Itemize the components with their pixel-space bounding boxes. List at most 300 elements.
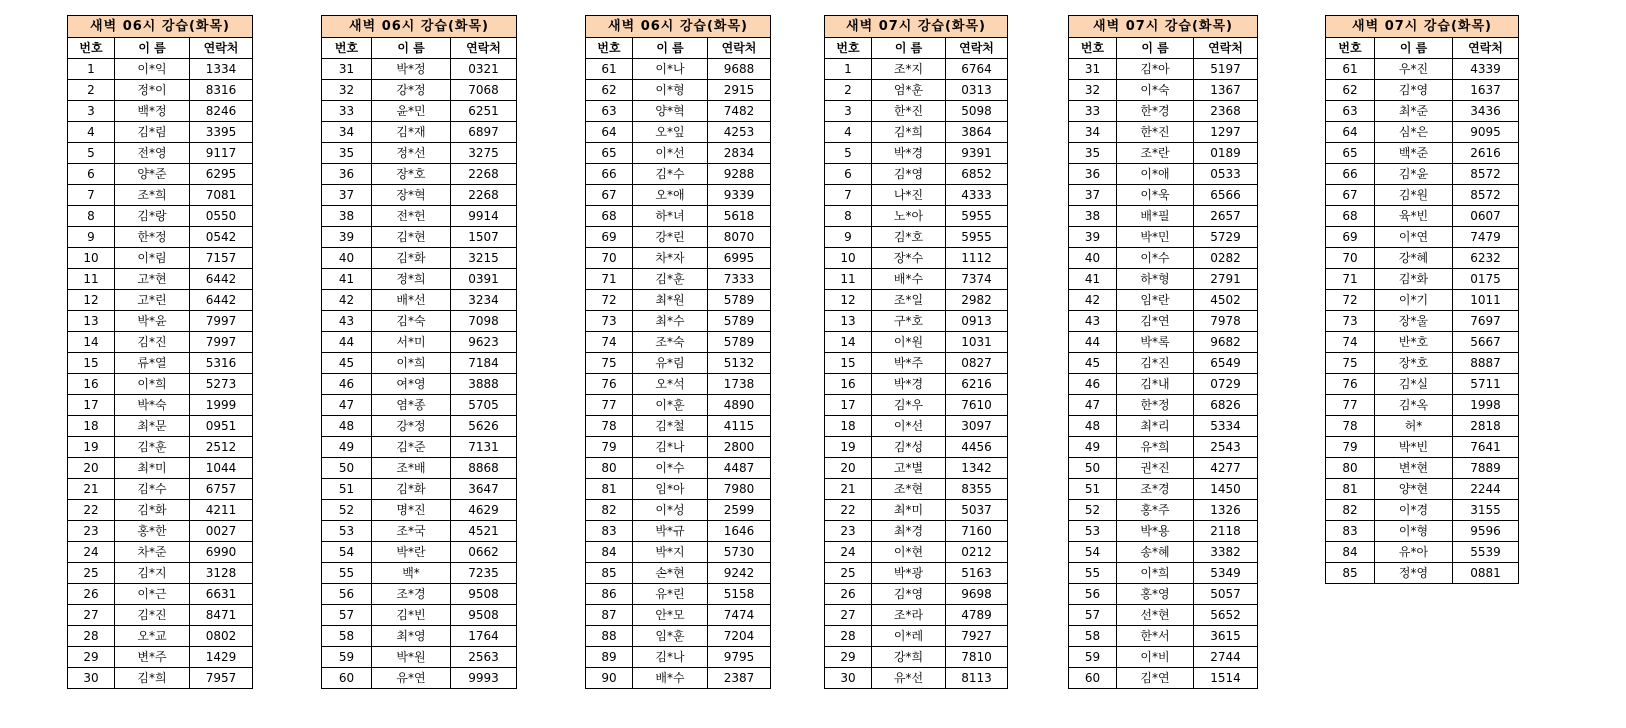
cell-name: 이*훈 <box>633 395 708 416</box>
cell-name: 명*진 <box>372 500 451 521</box>
header-number: 번호 <box>1326 38 1375 59</box>
cell-number: 84 <box>586 542 633 563</box>
table-row <box>825 458 1008 479</box>
cell-name: 배*선 <box>372 290 451 311</box>
table-row <box>68 584 253 605</box>
table-row <box>586 59 771 80</box>
table-row <box>322 143 517 164</box>
cell-number: 40 <box>1069 248 1117 269</box>
cell-name: 조*라 <box>872 605 946 626</box>
cell-number: 13 <box>825 311 872 332</box>
cell-name: 한*정 <box>1117 395 1194 416</box>
cell-number: 58 <box>1069 626 1117 647</box>
roster-table-2 <box>321 15 517 689</box>
cell-number: 74 <box>1326 332 1375 353</box>
cell-number: 31 <box>322 59 372 80</box>
table-row <box>825 185 1008 206</box>
cell-name: 한*진 <box>872 101 946 122</box>
cell-name: 김*아 <box>1117 59 1194 80</box>
table-row <box>825 626 1008 647</box>
cell-number: 5 <box>68 143 115 164</box>
cell-phone: 4502 <box>1194 290 1258 311</box>
table-row <box>586 416 771 437</box>
cell-phone: 2834 <box>708 143 771 164</box>
cell-phone: 7980 <box>708 479 771 500</box>
cell-name: 하*녀 <box>633 206 708 227</box>
cell-number: 37 <box>322 185 372 206</box>
table-title: 새벽 06시 강습(화목) <box>68 16 253 38</box>
cell-phone: 9682 <box>1194 332 1258 353</box>
cell-name: 권*진 <box>1117 458 1194 479</box>
cell-phone: 2599 <box>708 500 771 521</box>
cell-name: 최*미 <box>872 500 946 521</box>
table-row <box>1326 353 1519 374</box>
cell-phone: 5163 <box>946 563 1008 584</box>
cell-phone: 5334 <box>1194 416 1258 437</box>
cell-phone: 5711 <box>1453 374 1519 395</box>
cell-name: 김*수 <box>115 479 190 500</box>
cell-phone: 7131 <box>451 437 517 458</box>
cell-phone: 6764 <box>946 59 1008 80</box>
cell-name: 김*나 <box>633 437 708 458</box>
cell-phone: 1507 <box>451 227 517 248</box>
cell-name: 오*교 <box>115 626 190 647</box>
cell-name: 선*현 <box>1117 605 1194 626</box>
cell-name: 이*연 <box>1375 227 1453 248</box>
table-row <box>825 416 1008 437</box>
cell-phone: 2616 <box>1453 143 1519 164</box>
cell-number: 42 <box>1069 290 1117 311</box>
cell-number: 41 <box>322 269 372 290</box>
table-row <box>68 185 253 206</box>
table-row <box>322 605 517 626</box>
cell-number: 21 <box>825 479 872 500</box>
cell-phone: 7204 <box>708 626 771 647</box>
table-row <box>825 332 1008 353</box>
cell-phone: 6826 <box>1194 395 1258 416</box>
cell-number: 10 <box>825 248 872 269</box>
cell-name: 최*리 <box>1117 416 1194 437</box>
table-row <box>322 437 517 458</box>
cell-name: 김*진 <box>115 605 190 626</box>
cell-name: 김*진 <box>1117 353 1194 374</box>
cell-name: 이*림 <box>115 248 190 269</box>
table-row <box>1069 668 1258 689</box>
cell-number: 19 <box>825 437 872 458</box>
cell-phone: 5789 <box>708 311 771 332</box>
cell-number: 7 <box>825 185 872 206</box>
cell-number: 25 <box>68 563 115 584</box>
cell-number: 55 <box>322 563 372 584</box>
cell-phone: 8113 <box>946 668 1008 689</box>
cell-name: 유*림 <box>633 353 708 374</box>
table-row <box>825 227 1008 248</box>
cell-number: 7 <box>68 185 115 206</box>
cell-name: 김*옥 <box>1375 395 1453 416</box>
cell-number: 48 <box>322 416 372 437</box>
cell-phone: 8572 <box>1453 185 1519 206</box>
table-row <box>322 626 517 647</box>
table-row <box>825 563 1008 584</box>
cell-phone: 7184 <box>451 353 517 374</box>
cell-number: 17 <box>825 395 872 416</box>
table-row <box>586 542 771 563</box>
cell-number: 71 <box>586 269 633 290</box>
cell-phone: 5955 <box>946 206 1008 227</box>
cell-name: 홍*주 <box>1117 500 1194 521</box>
table-row <box>322 458 517 479</box>
cell-phone: 4456 <box>946 437 1008 458</box>
header-name: 이 름 <box>633 38 708 59</box>
cell-name: 정*영 <box>1375 563 1453 584</box>
cell-phone: 0550 <box>190 206 253 227</box>
cell-name: 김*내 <box>1117 374 1194 395</box>
table-row <box>825 206 1008 227</box>
cell-number: 66 <box>586 164 633 185</box>
table-row <box>825 542 1008 563</box>
cell-name: 박*윤 <box>115 311 190 332</box>
cell-number: 14 <box>68 332 115 353</box>
cell-name: 임*훈 <box>633 626 708 647</box>
table-row <box>1326 542 1519 563</box>
table-row <box>1069 416 1258 437</box>
cell-name: 양*혁 <box>633 101 708 122</box>
table-row <box>68 164 253 185</box>
cell-phone: 1367 <box>1194 80 1258 101</box>
cell-number: 45 <box>1069 353 1117 374</box>
table-row <box>322 122 517 143</box>
cell-number: 64 <box>1326 122 1375 143</box>
cell-phone: 3864 <box>946 122 1008 143</box>
table-row <box>68 542 253 563</box>
cell-number: 65 <box>586 143 633 164</box>
cell-phone: 7641 <box>1453 437 1519 458</box>
cell-number: 67 <box>1326 185 1375 206</box>
cell-phone: 3615 <box>1194 626 1258 647</box>
cell-phone: 2118 <box>1194 521 1258 542</box>
cell-phone: 7333 <box>708 269 771 290</box>
cell-number: 74 <box>586 332 633 353</box>
cell-phone: 7957 <box>190 668 253 689</box>
table-row <box>1326 500 1519 521</box>
table-row <box>322 269 517 290</box>
table-row <box>68 311 253 332</box>
table-row <box>322 164 517 185</box>
cell-number: 79 <box>1326 437 1375 458</box>
cell-name: 박*주 <box>872 353 946 374</box>
cell-name: 이*형 <box>633 80 708 101</box>
table-row <box>322 185 517 206</box>
cell-phone: 6897 <box>451 122 517 143</box>
table-row <box>68 122 253 143</box>
table-row <box>322 542 517 563</box>
cell-name: 홍*한 <box>115 521 190 542</box>
cell-number: 63 <box>1326 101 1375 122</box>
table-row <box>586 521 771 542</box>
table-row <box>322 101 517 122</box>
cell-number: 47 <box>322 395 372 416</box>
cell-phone: 0189 <box>1194 143 1258 164</box>
table-title: 새벽 07시 강습(화목) <box>1069 16 1258 38</box>
table-row <box>825 521 1008 542</box>
cell-number: 36 <box>322 164 372 185</box>
cell-phone: 9508 <box>451 584 517 605</box>
cell-number: 33 <box>1069 101 1117 122</box>
cell-name: 정*이 <box>115 80 190 101</box>
table-row <box>586 164 771 185</box>
table-row <box>586 668 771 689</box>
cell-phone: 8316 <box>190 80 253 101</box>
cell-phone: 2744 <box>1194 647 1258 668</box>
cell-name: 양*현 <box>1375 479 1453 500</box>
table-row <box>1069 500 1258 521</box>
cell-name: 송*혜 <box>1117 542 1194 563</box>
table-row <box>1069 437 1258 458</box>
cell-phone: 0321 <box>451 59 517 80</box>
cell-number: 2 <box>825 80 872 101</box>
cell-number: 23 <box>825 521 872 542</box>
cell-phone: 9795 <box>708 647 771 668</box>
cell-name: 이*애 <box>1117 164 1194 185</box>
cell-name: 이*수 <box>1117 248 1194 269</box>
table-row <box>825 80 1008 101</box>
cell-number: 68 <box>1326 206 1375 227</box>
cell-phone: 6757 <box>190 479 253 500</box>
cell-name: 김*희 <box>872 122 946 143</box>
cell-number: 60 <box>322 668 372 689</box>
table-row <box>1326 479 1519 500</box>
cell-phone: 1637 <box>1453 80 1519 101</box>
cell-name: 이*성 <box>633 500 708 521</box>
cell-number: 26 <box>825 584 872 605</box>
header-name: 이 름 <box>872 38 946 59</box>
table-row <box>1326 185 1519 206</box>
cell-number: 38 <box>1069 206 1117 227</box>
table-row <box>825 374 1008 395</box>
table-row <box>586 437 771 458</box>
table-row <box>586 332 771 353</box>
cell-name: 류*열 <box>115 353 190 374</box>
cell-name: 우*진 <box>1375 59 1453 80</box>
cell-name: 최*준 <box>1375 101 1453 122</box>
cell-phone: 1429 <box>190 647 253 668</box>
table-row <box>1326 248 1519 269</box>
cell-phone: 0827 <box>946 353 1008 374</box>
cell-number: 1 <box>68 59 115 80</box>
cell-phone: 8471 <box>190 605 253 626</box>
table-row <box>322 584 517 605</box>
cell-name: 나*진 <box>872 185 946 206</box>
table-row <box>1069 647 1258 668</box>
cell-number: 65 <box>1326 143 1375 164</box>
cell-name: 오*잎 <box>633 122 708 143</box>
cell-phone: 6251 <box>451 101 517 122</box>
cell-phone: 2512 <box>190 437 253 458</box>
table-row <box>322 668 517 689</box>
table-row <box>68 458 253 479</box>
table-row <box>68 605 253 626</box>
cell-number: 69 <box>586 227 633 248</box>
cell-number: 39 <box>1069 227 1117 248</box>
cell-name: 박*경 <box>872 143 946 164</box>
cell-name: 강*혜 <box>1375 248 1453 269</box>
table-row <box>68 437 253 458</box>
cell-phone: 7374 <box>946 269 1008 290</box>
cell-phone: 9698 <box>946 584 1008 605</box>
table-row <box>586 374 771 395</box>
table-row <box>68 395 253 416</box>
cell-number: 83 <box>1326 521 1375 542</box>
cell-name: 박*숙 <box>115 395 190 416</box>
table-row <box>586 647 771 668</box>
table-row <box>322 332 517 353</box>
cell-phone: 5098 <box>946 101 1008 122</box>
cell-phone: 1646 <box>708 521 771 542</box>
cell-phone: 5652 <box>1194 605 1258 626</box>
cell-phone: 7098 <box>451 311 517 332</box>
table-row <box>322 500 517 521</box>
table-row <box>825 290 1008 311</box>
cell-number: 80 <box>1326 458 1375 479</box>
table-row <box>68 290 253 311</box>
table-row <box>1069 353 1258 374</box>
cell-number: 11 <box>68 269 115 290</box>
cell-phone: 9596 <box>1453 521 1519 542</box>
cell-number: 44 <box>322 332 372 353</box>
table-title: 새벽 07시 강습(화목) <box>825 16 1008 38</box>
table-row <box>1326 374 1519 395</box>
cell-name: 백*정 <box>115 101 190 122</box>
cell-phone: 5789 <box>708 290 771 311</box>
cell-phone: 0027 <box>190 521 253 542</box>
cell-name: 최*수 <box>633 311 708 332</box>
cell-name: 조*희 <box>115 185 190 206</box>
cell-phone: 2791 <box>1194 269 1258 290</box>
cell-name: 김*실 <box>1375 374 1453 395</box>
cell-number: 12 <box>825 290 872 311</box>
cell-name: 김*숙 <box>372 311 451 332</box>
cell-phone: 9391 <box>946 143 1008 164</box>
cell-number: 43 <box>1069 311 1117 332</box>
table-row <box>1069 626 1258 647</box>
cell-phone: 5730 <box>708 542 771 563</box>
cell-phone: 2563 <box>451 647 517 668</box>
cell-number: 76 <box>586 374 633 395</box>
cell-name: 정*선 <box>372 143 451 164</box>
table-title: 새벽 07시 강습(화목) <box>1326 16 1519 38</box>
cell-phone: 8572 <box>1453 164 1519 185</box>
cell-name: 임*아 <box>633 479 708 500</box>
cell-phone: 7927 <box>946 626 1008 647</box>
cell-name: 박*지 <box>633 542 708 563</box>
cell-number: 26 <box>68 584 115 605</box>
cell-name: 유*린 <box>633 584 708 605</box>
cell-name: 박*민 <box>1117 227 1194 248</box>
cell-phone: 4521 <box>451 521 517 542</box>
table-row <box>1069 269 1258 290</box>
header-phone: 연락처 <box>708 38 771 59</box>
cell-number: 75 <box>1326 353 1375 374</box>
cell-number: 34 <box>322 122 372 143</box>
cell-number: 60 <box>1069 668 1117 689</box>
table-row <box>68 143 253 164</box>
cell-phone: 0802 <box>190 626 253 647</box>
cell-number: 9 <box>68 227 115 248</box>
cell-phone: 9288 <box>708 164 771 185</box>
cell-number: 33 <box>322 101 372 122</box>
cell-phone: 9993 <box>451 668 517 689</box>
header-phone: 연락처 <box>190 38 253 59</box>
cell-number: 52 <box>1069 500 1117 521</box>
cell-phone: 7479 <box>1453 227 1519 248</box>
cell-number: 61 <box>1326 59 1375 80</box>
cell-number: 53 <box>1069 521 1117 542</box>
cell-number: 22 <box>68 500 115 521</box>
table-row <box>1326 206 1519 227</box>
roster-table-5 <box>1068 15 1258 689</box>
header-number: 번호 <box>825 38 872 59</box>
cell-number: 38 <box>322 206 372 227</box>
cell-phone: 2368 <box>1194 101 1258 122</box>
table-row <box>1326 269 1519 290</box>
cell-phone: 1998 <box>1453 395 1519 416</box>
table-row <box>825 122 1008 143</box>
table-row <box>68 353 253 374</box>
cell-number: 70 <box>1326 248 1375 269</box>
cell-number: 82 <box>1326 500 1375 521</box>
cell-phone: 2543 <box>1194 437 1258 458</box>
cell-name: 이*원 <box>872 332 946 353</box>
table-row <box>68 206 253 227</box>
cell-phone: 4333 <box>946 185 1008 206</box>
cell-phone: 0881 <box>1453 563 1519 584</box>
cell-number: 43 <box>322 311 372 332</box>
cell-number: 28 <box>825 626 872 647</box>
cell-number: 45 <box>322 353 372 374</box>
cell-number: 18 <box>68 416 115 437</box>
table-row <box>586 479 771 500</box>
table-row <box>586 311 771 332</box>
cell-number: 47 <box>1069 395 1117 416</box>
cell-phone: 9117 <box>190 143 253 164</box>
cell-name: 박*용 <box>1117 521 1194 542</box>
cell-name: 장*울 <box>1375 311 1453 332</box>
table-row <box>825 143 1008 164</box>
table-row <box>1069 521 1258 542</box>
cell-phone: 1738 <box>708 374 771 395</box>
cell-number: 16 <box>825 374 872 395</box>
cell-name: 김*진 <box>115 332 190 353</box>
table-row <box>68 563 253 584</box>
cell-phone: 7610 <box>946 395 1008 416</box>
cell-name: 조*배 <box>372 458 451 479</box>
table-row <box>1069 458 1258 479</box>
cell-number: 46 <box>1069 374 1117 395</box>
table-row <box>1069 395 1258 416</box>
cell-number: 73 <box>586 311 633 332</box>
cell-phone: 0542 <box>190 227 253 248</box>
table-title: 새벽 06시 강습(화목) <box>586 16 771 38</box>
table-row <box>586 122 771 143</box>
table-row <box>586 395 771 416</box>
cell-number: 54 <box>1069 542 1117 563</box>
table-row <box>322 395 517 416</box>
cell-phone: 1326 <box>1194 500 1258 521</box>
cell-phone: 0533 <box>1194 164 1258 185</box>
cell-number: 10 <box>68 248 115 269</box>
cell-name: 한*서 <box>1117 626 1194 647</box>
table-row <box>1326 164 1519 185</box>
